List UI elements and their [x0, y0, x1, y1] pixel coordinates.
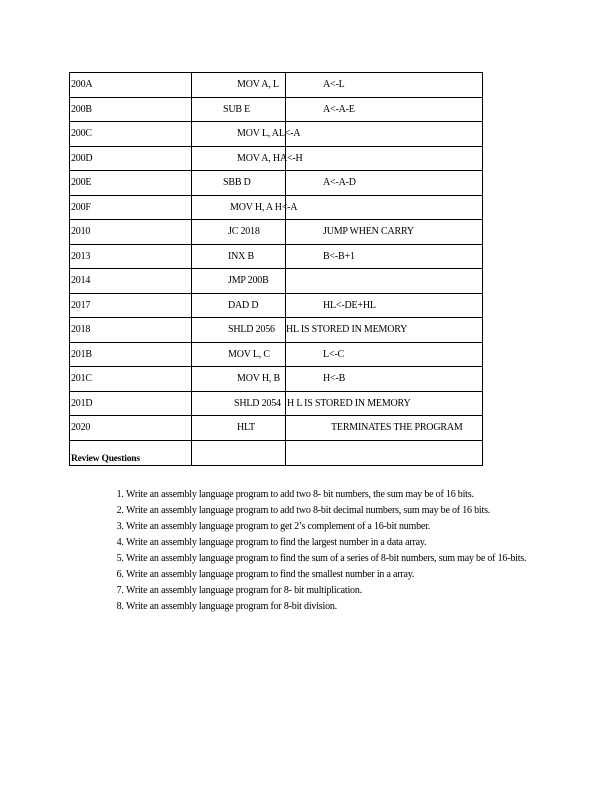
comment-cell [286, 342, 483, 367]
instruction-cell [192, 269, 286, 294]
list-item: 5. Write an assembly language program to find the sum of a series of 8-bit numbers, sum may be of 16-bits. [126, 551, 566, 567]
list-item: 4. Write an assembly language program to find the largest number in a data array. [126, 535, 566, 551]
comment-text: TERMINATES THE PROGRAM [331, 422, 463, 434]
table-row [70, 293, 483, 318]
instruction-text: SUB E [223, 103, 251, 115]
comment-text: A<-L [323, 79, 345, 91]
empty-cell [286, 440, 483, 466]
comment-cell [286, 97, 483, 122]
table-row [70, 97, 483, 122]
address-cell: 201C [70, 367, 192, 392]
instruction-cell [192, 171, 286, 196]
instruction-cell [192, 97, 286, 122]
instruction-text: JC 2018 [228, 226, 260, 238]
instruction-cell [192, 220, 286, 245]
instruction-cell [192, 73, 286, 98]
instruction-text: INX B [228, 250, 254, 262]
table-row [70, 146, 483, 171]
comment-text: A<-A-D [323, 177, 356, 189]
review-heading-row [70, 440, 483, 466]
comment-cell [286, 416, 483, 441]
address-cell: 201B [70, 342, 192, 367]
address-cell: 2010 [70, 220, 192, 245]
address-cell: 200B [70, 97, 192, 122]
list-item: 1. Write an assembly language program to add two 8- bit numbers, the sum may be of 16 bits. [126, 487, 566, 503]
comment-text: HL IS STORED IN MEMORY [286, 324, 408, 336]
comment-cell [286, 367, 483, 392]
comment-cell [286, 171, 483, 196]
table-row [70, 342, 483, 367]
comment-cell [286, 195, 483, 220]
address-cell: 200F [70, 195, 192, 220]
comment-cell [286, 318, 483, 343]
table-row [70, 416, 483, 441]
instruction-text: HLT [237, 422, 255, 434]
address-cell: 2020 [70, 416, 192, 441]
table-row [70, 122, 483, 147]
address-cell: 200C [70, 122, 192, 147]
address-cell: 2014 [70, 269, 192, 294]
comment-cell [286, 269, 483, 294]
table-row [70, 244, 483, 269]
comment-text: H L IS STORED IN MEMORY [287, 397, 411, 409]
instruction-text: MOV L, AL<-A [237, 128, 301, 140]
list-item: 6. Write an assembly language program to find the smallest number in a array. [126, 567, 566, 583]
instruction-text: MOV A, HA<-H [237, 152, 303, 164]
instruction-cell [192, 318, 286, 343]
instruction-cell [192, 195, 298, 220]
comment-cell [286, 122, 483, 147]
table-row [70, 391, 483, 416]
instruction-text: DAD D [228, 299, 259, 311]
instruction-text: MOV H, A H<-A [230, 201, 298, 213]
instruction-cell [192, 342, 286, 367]
address-cell: 200D [70, 146, 192, 171]
comment-text: B<-B+1 [323, 250, 355, 262]
comment-text: L<-C [323, 348, 344, 360]
instruction-cell [192, 122, 301, 147]
comment-text: H<-B [323, 373, 346, 385]
review-questions-list [108, 487, 566, 615]
table-row [70, 318, 483, 343]
comment-cell [286, 244, 483, 269]
empty-cell [192, 440, 286, 466]
instruction-text: SHLD 2056 [228, 324, 275, 336]
list-item: 3. Write an assembly language program to get 2’s complement of a 16-bit number. [126, 519, 566, 535]
comment-cell [286, 146, 483, 171]
review-questions-heading: Review Questions [70, 440, 192, 466]
address-cell: 2013 [70, 244, 192, 269]
table-row [70, 367, 483, 392]
comment-text: A<-A-E [323, 103, 355, 115]
list-item: 2. Write an assembly language program to add two 8-bit decimal numbers, sum may be of 16 bits. [126, 503, 566, 519]
comment-cell [286, 391, 483, 416]
instruction-text: SBB D [223, 177, 251, 189]
instruction-cell [192, 367, 286, 392]
table-row [70, 220, 483, 245]
comment-text: JUMP WHEN CARRY [323, 226, 414, 238]
instruction-cell [192, 391, 286, 416]
instruction-cell [192, 146, 303, 171]
instruction-cell [192, 244, 286, 269]
list-item: 7. Write an assembly language program for 8- bit multiplication. [126, 583, 566, 599]
comment-cell [286, 73, 483, 98]
instruction-text: JMP 200B [228, 275, 269, 287]
instruction-text: MOV A, L [237, 79, 279, 91]
instruction-text: MOV H, B [237, 373, 280, 385]
comment-cell [286, 220, 483, 245]
program-table [69, 72, 483, 466]
list-item: 8. Write an assembly language program for 8-bit division. [126, 599, 566, 615]
table-row [70, 73, 483, 98]
table-row [70, 171, 483, 196]
comment-cell [286, 293, 483, 318]
address-cell: 2017 [70, 293, 192, 318]
address-cell: 200E [70, 171, 192, 196]
address-cell: 2018 [70, 318, 192, 343]
address-cell: 201D [70, 391, 192, 416]
instruction-text: SHLD 2054 [234, 397, 281, 409]
instruction-text: MOV L, C [228, 348, 270, 360]
instruction-cell [192, 416, 286, 441]
instruction-cell [192, 293, 286, 318]
table-row [70, 269, 483, 294]
comment-text: HL<-DE+HL [323, 299, 376, 311]
table-row [70, 195, 483, 220]
address-cell: 200A [70, 73, 192, 98]
